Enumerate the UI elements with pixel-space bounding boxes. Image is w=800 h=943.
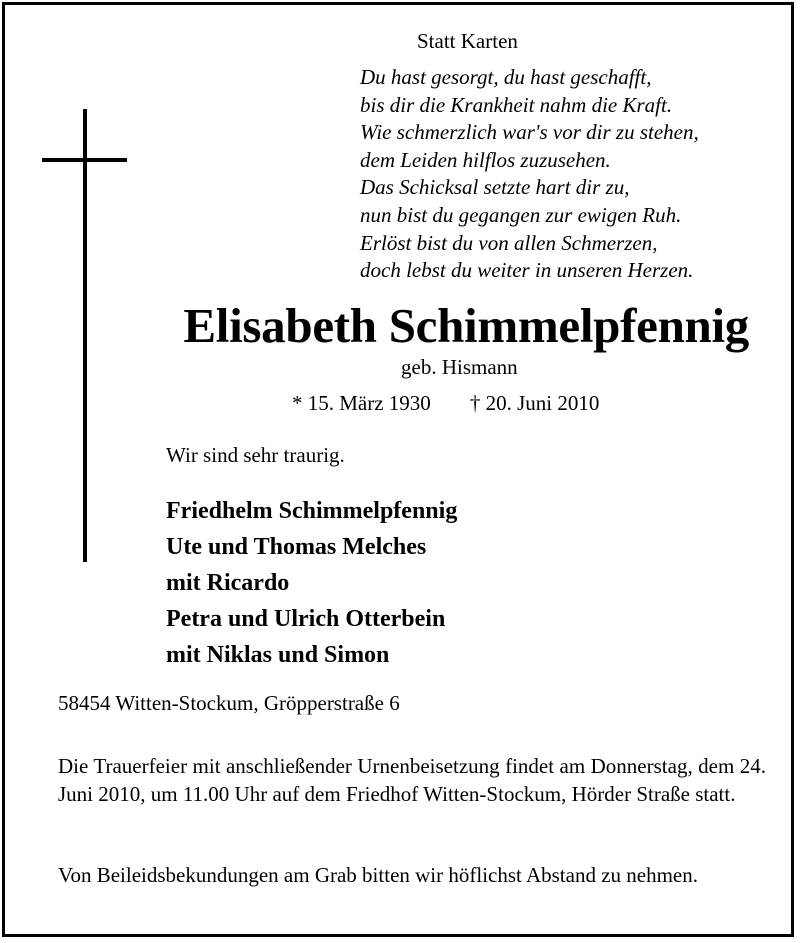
cross-icon-horizontal [42,158,127,162]
life-dates [292,391,599,416]
funeral-notice: Die Trauerfeier mit anschließender Urnenbeisetzung findet am Donnerstag, dem 24. Juni 2010, um 11.00 Uhr auf dem Friedhof Witten-Stockum, Hörder Straße statt. [58,754,766,806]
poem-line: Wie schmerzlich war's vor dir zu stehen, [360,120,699,145]
poem [360,64,699,285]
family-member: mit Ricardo [166,570,290,596]
birth-date: * 15. März 1930 [292,391,431,415]
family-member: mit Niklas und Simon [166,642,390,668]
header-text: Statt Karten [417,29,518,53]
poem-line: Erlöst bist du von allen Schmerzen, [360,230,658,255]
obituary-frame [2,2,794,937]
deceased-name: Elisabeth Schimmelpfennig [183,298,749,353]
family-member: Friedhelm Schimmelpfennig [166,498,458,524]
poem-line: dem Leiden hilflos zuzusehen. [360,147,611,172]
cross-icon-vertical [83,109,87,562]
family-list [166,493,457,673]
condolence-notice: Von Beileidsbekundungen am Grab bitten wir höflichst Abstand zu nehmen. [58,863,698,887]
poem-line: Das Schicksal setzte hart dir zu, [360,175,630,200]
mourning-text: Wir sind sehr traurig. [166,443,345,467]
poem-line: doch lebst du weiter in unseren Herzen. [360,258,694,283]
poem-line: nun bist du gegangen zur ewigen Ruh. [360,202,682,227]
family-member: Ute und Thomas Melches [166,534,427,560]
poem-line: Du hast gesorgt, du hast geschafft, [360,65,652,89]
address: 58454 Witten-Stockum, Gröpperstraße 6 [58,691,400,715]
family-member: Petra und Ulrich Otterbein [166,606,446,632]
maiden-name: geb. Hismann [401,355,518,379]
poem-line: bis dir die Krankheit nahm die Kraft. [360,92,673,117]
death-date: † 20. Juni 2010 [469,391,600,415]
